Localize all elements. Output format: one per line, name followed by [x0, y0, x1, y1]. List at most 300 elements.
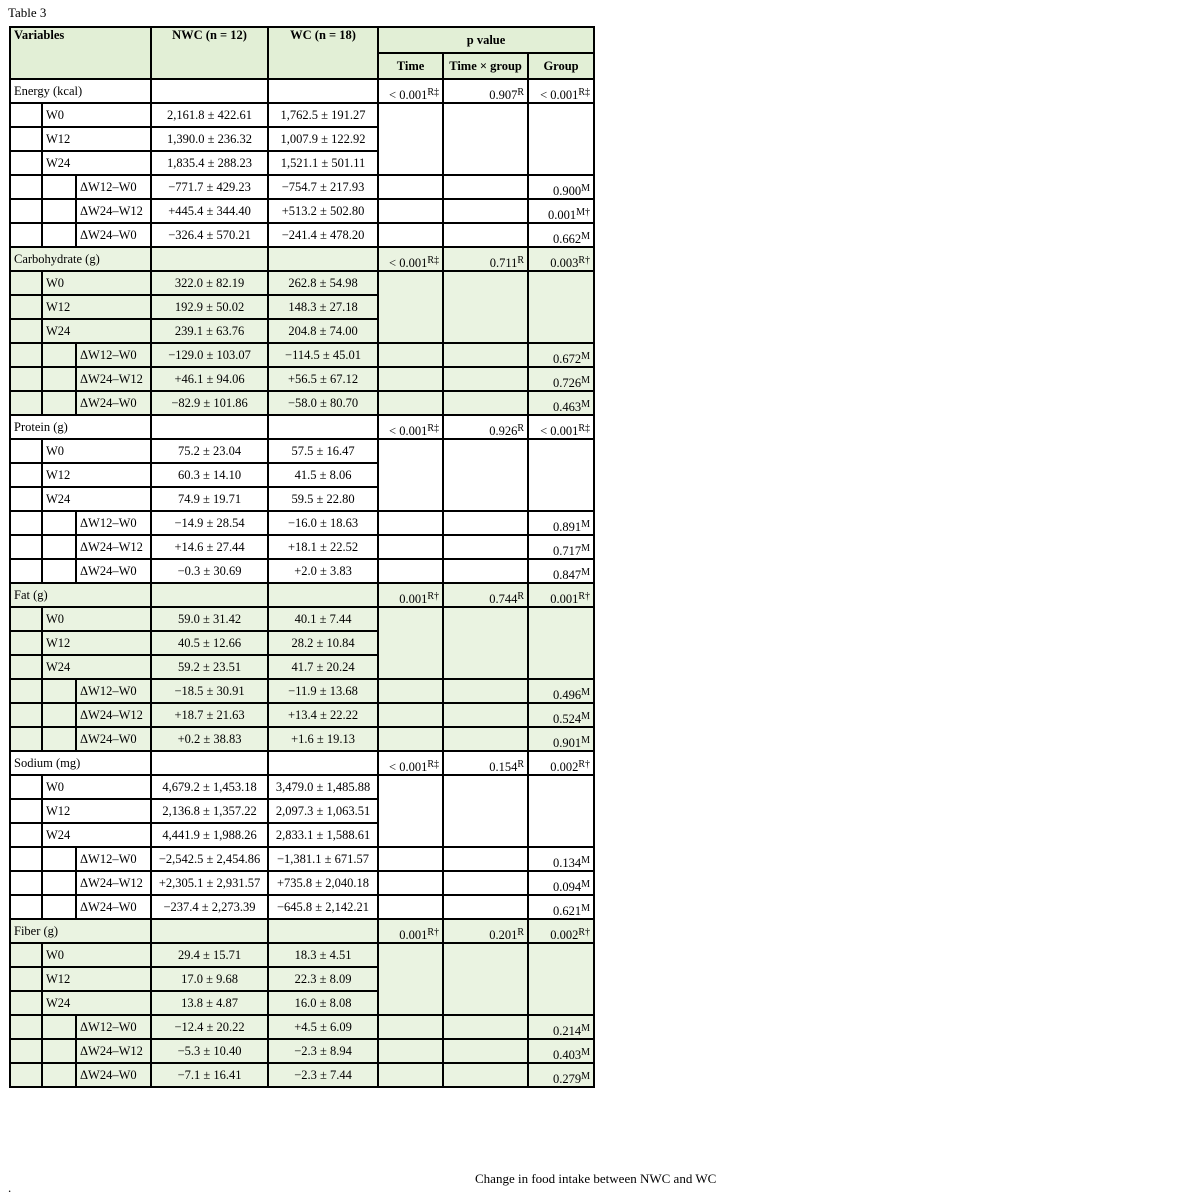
empty-cell [443, 535, 528, 559]
week-label: W0 [42, 439, 151, 463]
empty-cell [528, 943, 594, 1015]
indent-cell [10, 463, 42, 487]
wc-delta: +56.5 ± 67.12 [268, 367, 378, 391]
week-label: W12 [42, 295, 151, 319]
p-delta-value: 0.901 [553, 736, 582, 750]
week-label: W12 [42, 127, 151, 151]
variable-row [10, 79, 594, 103]
empty-cell [443, 343, 528, 367]
p-delta [528, 1063, 594, 1087]
empty-cell [443, 895, 528, 919]
indent-cell [10, 199, 42, 223]
header-group: Group [528, 53, 594, 79]
nwc-value: 192.9 ± 50.02 [151, 295, 268, 319]
delta-label: ΔW24–W0 [76, 1063, 151, 1087]
p-delta-value: 0.279 [553, 1072, 582, 1086]
week-label: W12 [42, 967, 151, 991]
header-wc: WC (n = 18) [268, 27, 378, 79]
p-interaction-marker: R [517, 87, 525, 98]
nwc-delta: −7.1 ± 16.41 [151, 1063, 268, 1087]
empty-cell [443, 367, 528, 391]
indent-cell [10, 1015, 42, 1039]
p-delta [528, 391, 594, 415]
delta-row [10, 343, 594, 367]
empty-cell [378, 103, 443, 175]
delta-label: ΔW24–W0 [76, 223, 151, 247]
p-delta-marker: M† [576, 207, 591, 218]
p-time-value: 0.001 [399, 592, 428, 606]
p-time [378, 247, 443, 271]
empty-cell [151, 583, 268, 607]
wc-value: 3,479.0 ± 1,485.88 [268, 775, 378, 799]
indent-cell [10, 391, 42, 415]
week-label: W0 [42, 271, 151, 295]
p-time [378, 415, 443, 439]
p-delta-value: 0.662 [553, 232, 582, 246]
empty-cell [378, 343, 443, 367]
indent-cell [10, 175, 42, 199]
delta-row [10, 223, 594, 247]
empty-cell [151, 919, 268, 943]
empty-cell [151, 79, 268, 103]
nwc-value: 59.0 ± 31.42 [151, 607, 268, 631]
delta-row [10, 895, 594, 919]
nwc-value: 1,835.4 ± 288.23 [151, 151, 268, 175]
p-delta-value: 0.847 [553, 568, 582, 582]
p-group-marker: R† [578, 255, 591, 266]
empty-cell [268, 415, 378, 439]
wc-delta: −645.8 ± 2,142.21 [268, 895, 378, 919]
variable-name: Energy (kcal) [10, 79, 151, 103]
week-label: W0 [42, 607, 151, 631]
empty-cell [378, 391, 443, 415]
p-interaction-value: 0.907 [489, 88, 518, 102]
p-delta-value: 0.726 [553, 376, 582, 390]
empty-cell [443, 511, 528, 535]
indent-cell [10, 127, 42, 151]
p-time-marker: R† [427, 591, 440, 602]
p-time-value: < 0.001 [389, 760, 428, 774]
p-delta-marker: M [581, 735, 591, 746]
delta-row [10, 559, 594, 583]
indent-cell [42, 1039, 76, 1063]
empty-cell [443, 1015, 528, 1039]
indent-cell [10, 103, 42, 127]
indent-cell [10, 487, 42, 511]
p-time-marker: R† [427, 927, 440, 938]
wc-value: 2,833.1 ± 1,588.61 [268, 823, 378, 847]
p-group-value: 0.002 [550, 760, 579, 774]
p-delta [528, 559, 594, 583]
nwc-delta: −14.9 ± 28.54 [151, 511, 268, 535]
indent-cell [42, 199, 76, 223]
empty-cell [443, 223, 528, 247]
week-label: W24 [42, 823, 151, 847]
indent-cell [10, 655, 42, 679]
p-interaction-value: 0.154 [489, 760, 518, 774]
indent-cell [10, 991, 42, 1015]
p-time-marker: R‡ [427, 759, 440, 770]
week-row [10, 775, 594, 799]
nwc-value: 17.0 ± 9.68 [151, 967, 268, 991]
delta-row [10, 703, 594, 727]
empty-cell [443, 175, 528, 199]
indent-cell [10, 823, 42, 847]
p-group [528, 79, 594, 103]
delta-label: ΔW12–W0 [76, 343, 151, 367]
p-group [528, 919, 594, 943]
week-label: W12 [42, 463, 151, 487]
header-time: Time [378, 53, 443, 79]
p-delta-marker: M [581, 399, 591, 410]
empty-cell [378, 679, 443, 703]
nwc-delta: −18.5 ± 30.91 [151, 679, 268, 703]
delta-label: ΔW12–W0 [76, 175, 151, 199]
p-delta-value: 0.134 [553, 856, 582, 870]
indent-cell [10, 343, 42, 367]
delta-label: ΔW24–W12 [76, 199, 151, 223]
p-delta-value: 0.214 [553, 1024, 582, 1038]
p-interaction-marker: R [517, 255, 525, 266]
empty-cell [443, 103, 528, 175]
variable-row [10, 919, 594, 943]
empty-cell [443, 391, 528, 415]
empty-cell [443, 199, 528, 223]
p-delta-marker: M [581, 231, 591, 242]
nwc-delta: +2,305.1 ± 2,931.57 [151, 871, 268, 895]
empty-cell [378, 775, 443, 847]
indent-cell [42, 175, 76, 199]
delta-row [10, 1039, 594, 1063]
variable-name: Fat (g) [10, 583, 151, 607]
p-interaction [443, 247, 528, 271]
p-time-value: < 0.001 [389, 256, 428, 270]
p-delta-marker: M [581, 1071, 591, 1082]
empty-cell [378, 199, 443, 223]
p-delta-marker: M [581, 543, 591, 554]
nwc-delta: +46.1 ± 94.06 [151, 367, 268, 391]
indent-cell [42, 727, 76, 751]
p-delta [528, 847, 594, 871]
indent-cell [10, 799, 42, 823]
nwc-delta: −5.3 ± 10.40 [151, 1039, 268, 1063]
wc-delta: +1.6 ± 19.13 [268, 727, 378, 751]
nwc-delta: −2,542.5 ± 2,454.86 [151, 847, 268, 871]
p-delta-marker: M [581, 351, 591, 362]
p-delta-value: 0.001 [548, 208, 577, 222]
empty-cell [443, 1039, 528, 1063]
p-delta [528, 511, 594, 535]
p-delta-marker: M [581, 183, 591, 194]
empty-cell [443, 271, 528, 343]
p-time-marker: R‡ [427, 423, 440, 434]
food-intake-table [9, 26, 595, 1088]
delta-label: ΔW24–W12 [76, 535, 151, 559]
delta-label: ΔW24–W0 [76, 727, 151, 751]
nwc-delta: −0.3 ± 30.69 [151, 559, 268, 583]
indent-cell [10, 295, 42, 319]
p-delta-value: 0.403 [553, 1048, 582, 1062]
empty-cell [443, 703, 528, 727]
wc-value: 59.5 ± 22.80 [268, 487, 378, 511]
empty-cell [378, 1039, 443, 1063]
p-group-marker: R† [578, 759, 591, 770]
week-label: W12 [42, 799, 151, 823]
empty-cell [151, 751, 268, 775]
wc-value: 18.3 ± 4.51 [268, 943, 378, 967]
nwc-value: 2,136.8 ± 1,357.22 [151, 799, 268, 823]
indent-cell [10, 679, 42, 703]
nwc-value: 239.1 ± 63.76 [151, 319, 268, 343]
delta-label: ΔW12–W0 [76, 1015, 151, 1039]
p-group [528, 751, 594, 775]
p-group-value: < 0.001 [540, 88, 579, 102]
header-time-group: Time × group [443, 53, 528, 79]
p-delta [528, 367, 594, 391]
week-row [10, 439, 594, 463]
empty-cell [378, 175, 443, 199]
p-time [378, 79, 443, 103]
variable-name: Protein (g) [10, 415, 151, 439]
indent-cell [10, 223, 42, 247]
p-delta [528, 871, 594, 895]
p-delta-marker: M [581, 879, 591, 890]
variable-row [10, 247, 594, 271]
indent-cell [10, 895, 42, 919]
p-delta [528, 703, 594, 727]
p-delta [528, 895, 594, 919]
week-label: W24 [42, 487, 151, 511]
p-delta-value: 0.672 [553, 352, 582, 366]
p-delta-value: 0.900 [553, 184, 582, 198]
p-delta [528, 223, 594, 247]
wc-delta: −1,381.1 ± 671.57 [268, 847, 378, 871]
p-delta-marker: M [581, 1023, 591, 1034]
nwc-delta: −12.4 ± 20.22 [151, 1015, 268, 1039]
nwc-value: 4,679.2 ± 1,453.18 [151, 775, 268, 799]
p-group-value: 0.001 [550, 592, 579, 606]
indent-cell [42, 343, 76, 367]
empty-cell [443, 775, 528, 847]
p-delta-marker: M [581, 855, 591, 866]
p-interaction-marker: R [517, 423, 525, 434]
empty-cell [528, 607, 594, 679]
p-interaction [443, 79, 528, 103]
empty-cell [378, 1063, 443, 1087]
p-delta [528, 175, 594, 199]
week-label: W24 [42, 655, 151, 679]
nwc-value: 4,441.9 ± 1,988.26 [151, 823, 268, 847]
wc-delta: +513.2 ± 502.80 [268, 199, 378, 223]
p-group-marker: R† [578, 591, 591, 602]
indent-cell [10, 271, 42, 295]
wc-delta: +2.0 ± 3.83 [268, 559, 378, 583]
empty-cell [378, 727, 443, 751]
indent-cell [42, 1015, 76, 1039]
delta-row [10, 511, 594, 535]
empty-cell [268, 79, 378, 103]
empty-cell [443, 679, 528, 703]
nwc-delta: −771.7 ± 429.23 [151, 175, 268, 199]
table-body [10, 79, 594, 1087]
empty-cell [443, 847, 528, 871]
empty-cell [443, 1063, 528, 1087]
delta-label: ΔW12–W0 [76, 511, 151, 535]
indent-cell [42, 847, 76, 871]
stray-mark: . [8, 1180, 12, 1195]
p-group [528, 415, 594, 439]
week-label: W0 [42, 943, 151, 967]
delta-row [10, 1015, 594, 1039]
wc-delta: −2.3 ± 7.44 [268, 1063, 378, 1087]
empty-cell [528, 775, 594, 847]
wc-value: 40.1 ± 7.44 [268, 607, 378, 631]
indent-cell [10, 871, 42, 895]
wc-value: 41.5 ± 8.06 [268, 463, 378, 487]
empty-cell [378, 223, 443, 247]
delta-label: ΔW24–W12 [76, 1039, 151, 1063]
empty-cell [378, 439, 443, 511]
p-delta [528, 199, 594, 223]
p-delta-value: 0.496 [553, 688, 582, 702]
wc-delta: +4.5 ± 6.09 [268, 1015, 378, 1039]
indent-cell [10, 703, 42, 727]
delta-row [10, 367, 594, 391]
nwc-value: 1,390.0 ± 236.32 [151, 127, 268, 151]
indent-cell [10, 943, 42, 967]
p-time-value: 0.001 [399, 928, 428, 942]
wc-delta: +13.4 ± 22.22 [268, 703, 378, 727]
week-label: W0 [42, 103, 151, 127]
p-interaction-marker: R [517, 759, 525, 770]
delta-label: ΔW12–W0 [76, 847, 151, 871]
indent-cell [10, 775, 42, 799]
variable-row [10, 751, 594, 775]
p-group-marker: R‡ [578, 423, 591, 434]
p-interaction [443, 583, 528, 607]
nwc-value: 59.2 ± 23.51 [151, 655, 268, 679]
nwc-delta: +14.6 ± 27.44 [151, 535, 268, 559]
empty-cell [268, 583, 378, 607]
nwc-delta: −129.0 ± 103.07 [151, 343, 268, 367]
delta-label: ΔW12–W0 [76, 679, 151, 703]
p-interaction-value: 0.201 [489, 928, 518, 942]
indent-cell [42, 871, 76, 895]
p-delta-value: 0.621 [553, 904, 582, 918]
wc-delta: −11.9 ± 13.68 [268, 679, 378, 703]
nwc-delta: −82.9 ± 101.86 [151, 391, 268, 415]
p-time-marker: R‡ [427, 255, 440, 266]
p-group [528, 247, 594, 271]
wc-delta: −2.3 ± 8.94 [268, 1039, 378, 1063]
empty-cell [443, 871, 528, 895]
empty-cell [378, 367, 443, 391]
wc-delta: −58.0 ± 80.70 [268, 391, 378, 415]
delta-row [10, 727, 594, 751]
empty-cell [268, 247, 378, 271]
nwc-delta: −237.4 ± 2,273.39 [151, 895, 268, 919]
empty-cell [268, 919, 378, 943]
delta-label: ΔW24–W12 [76, 703, 151, 727]
p-delta [528, 679, 594, 703]
empty-cell [151, 247, 268, 271]
wc-value: 28.2 ± 10.84 [268, 631, 378, 655]
p-interaction [443, 751, 528, 775]
empty-cell [443, 943, 528, 1015]
indent-cell [42, 391, 76, 415]
empty-cell [443, 559, 528, 583]
p-delta [528, 1039, 594, 1063]
p-delta [528, 535, 594, 559]
p-group [528, 583, 594, 607]
p-delta-marker: M [581, 711, 591, 722]
variable-row [10, 415, 594, 439]
nwc-value: 74.9 ± 19.71 [151, 487, 268, 511]
wc-value: 148.3 ± 27.18 [268, 295, 378, 319]
wc-delta: −114.5 ± 45.01 [268, 343, 378, 367]
nwc-value: 60.3 ± 14.10 [151, 463, 268, 487]
p-delta-marker: M [581, 1047, 591, 1058]
empty-cell [443, 439, 528, 511]
indent-cell [42, 895, 76, 919]
wc-delta: −16.0 ± 18.63 [268, 511, 378, 535]
p-delta-value: 0.094 [553, 880, 582, 894]
indent-cell [10, 631, 42, 655]
nwc-value: 75.2 ± 23.04 [151, 439, 268, 463]
nwc-value: 322.0 ± 82.19 [151, 271, 268, 295]
indent-cell [10, 1063, 42, 1087]
indent-cell [10, 967, 42, 991]
indent-cell [42, 679, 76, 703]
indent-cell [42, 703, 76, 727]
p-interaction-marker: R [517, 927, 525, 938]
delta-label: ΔW24–W12 [76, 871, 151, 895]
p-time [378, 751, 443, 775]
nwc-value: 40.5 ± 12.66 [151, 631, 268, 655]
week-label: W0 [42, 775, 151, 799]
delta-label: ΔW24–W0 [76, 391, 151, 415]
empty-cell [378, 271, 443, 343]
delta-label: ΔW24–W0 [76, 559, 151, 583]
week-label: W24 [42, 319, 151, 343]
header-variables: Variables [10, 27, 151, 79]
empty-cell [378, 943, 443, 1015]
wc-delta: +735.8 ± 2,040.18 [268, 871, 378, 895]
indent-cell [10, 439, 42, 463]
delta-row [10, 679, 594, 703]
indent-cell [10, 1039, 42, 1063]
wc-value: 1,007.9 ± 122.92 [268, 127, 378, 151]
variable-name: Fiber (g) [10, 919, 151, 943]
empty-cell [443, 727, 528, 751]
wc-delta: +18.1 ± 22.52 [268, 535, 378, 559]
nwc-value: 13.8 ± 4.87 [151, 991, 268, 1015]
p-delta-marker: M [581, 903, 591, 914]
delta-row [10, 199, 594, 223]
p-delta-value: 0.524 [553, 712, 582, 726]
empty-cell [378, 559, 443, 583]
wc-delta: −754.7 ± 217.93 [268, 175, 378, 199]
wc-value: 57.5 ± 16.47 [268, 439, 378, 463]
empty-cell [378, 1015, 443, 1039]
empty-cell [378, 511, 443, 535]
wc-value: 41.7 ± 20.24 [268, 655, 378, 679]
p-time [378, 919, 443, 943]
week-row [10, 271, 594, 295]
p-delta-value: 0.463 [553, 400, 582, 414]
delta-row [10, 1063, 594, 1087]
table-footnote: Change in food intake between NWC and WC [475, 1171, 717, 1186]
